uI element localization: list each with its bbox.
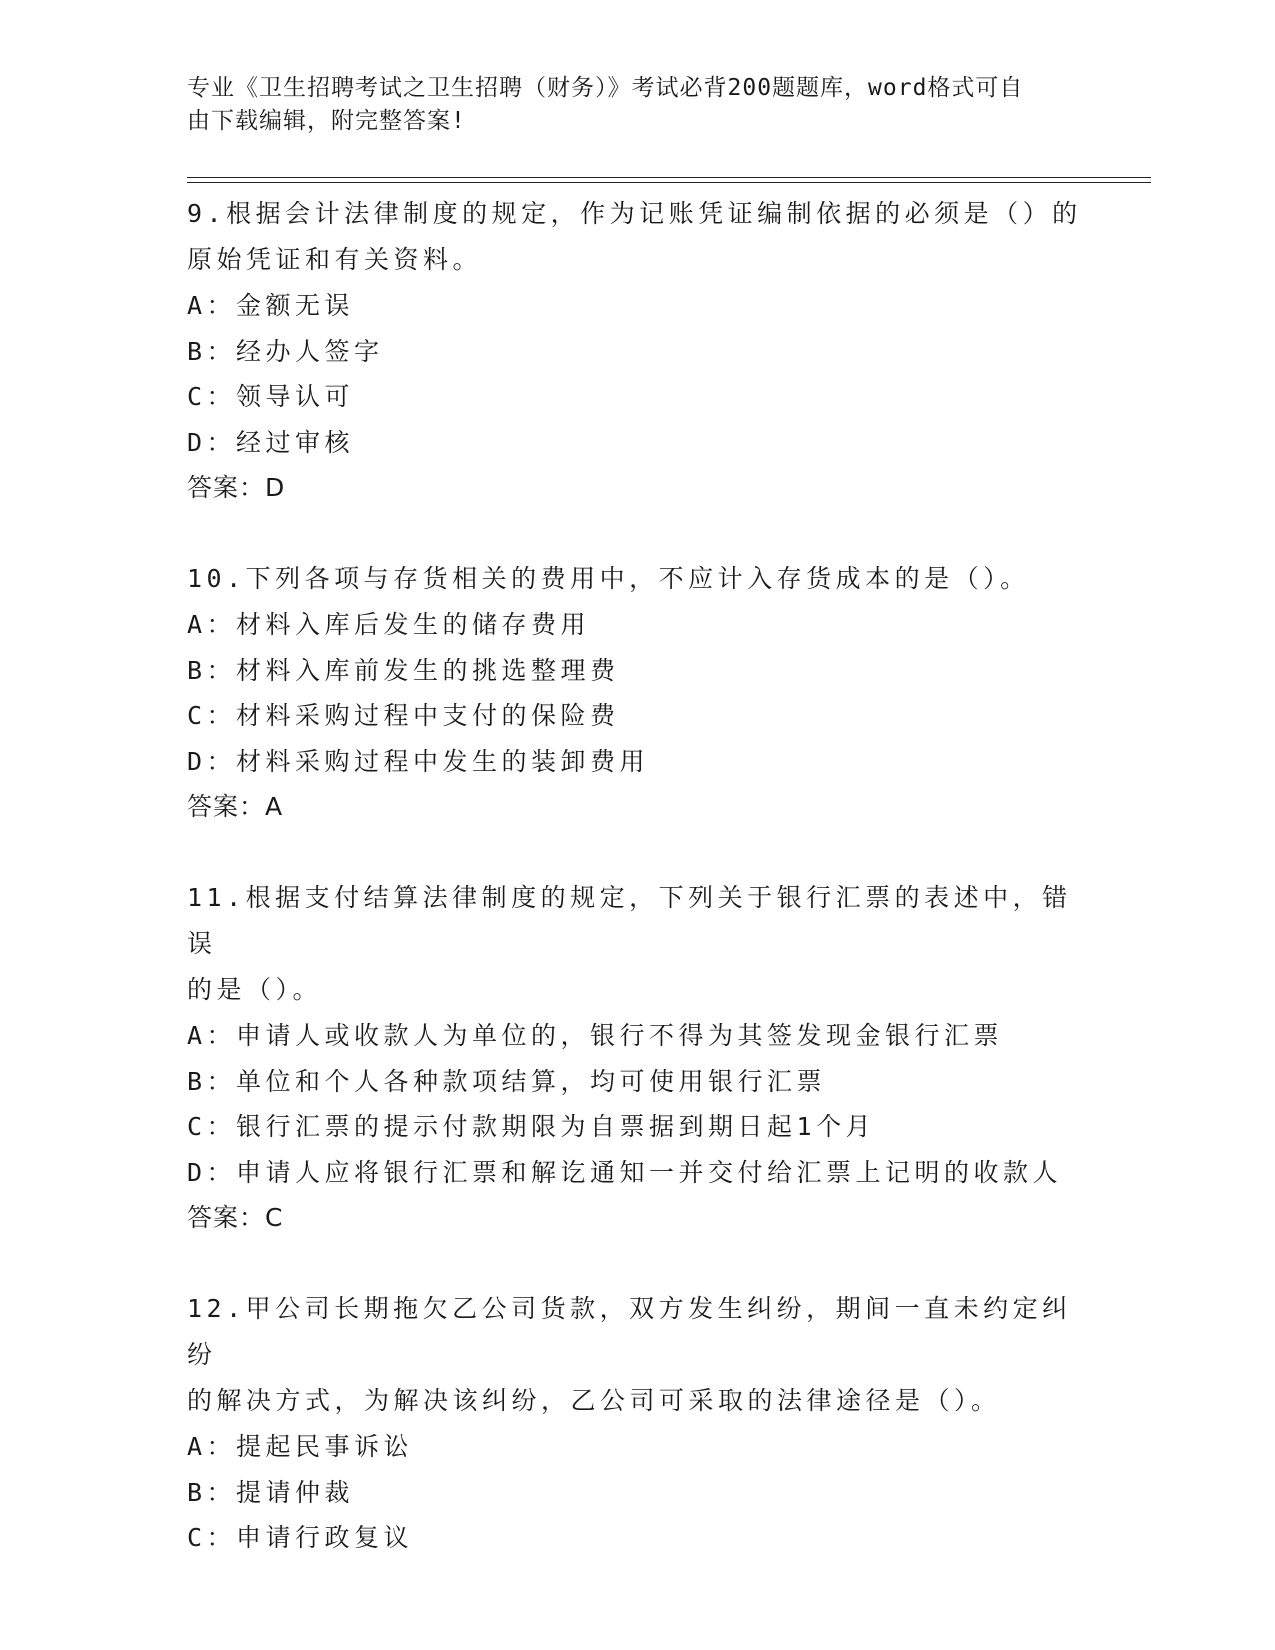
- option-c: C：申请行政复议: [187, 1523, 414, 1552]
- header-line-1: 专业《卫生招聘考试之卫生招聘（财务）》考试必背200题题库，word格式可自: [187, 75, 1024, 101]
- option-d: D：经过审核: [187, 427, 355, 457]
- question-item: [187, 875, 1087, 1241]
- option-b: B：经办人签字: [187, 336, 384, 366]
- option-c: C：材料采购过程中支付的保险费: [187, 701, 620, 730]
- question-text-line: 9.根据会计法律制度的规定，作为记账凭证编制依据的必须是（）的: [187, 199, 1082, 228]
- answer-line: 答案：C: [187, 1203, 284, 1232]
- question-item: [187, 1286, 1087, 1561]
- header-divider-bottom: [187, 182, 1151, 183]
- question-list: [187, 191, 1087, 1606]
- option-d: D：材料采购过程中发生的装卸费用: [187, 746, 650, 776]
- question-text-line: 11.根据支付结算法律制度的规定，下列关于银行汇票的表述中，错误: [187, 883, 1072, 958]
- question-text: [187, 556, 1087, 602]
- answer-line: 答案：D: [187, 473, 286, 502]
- question-text: [187, 1286, 1087, 1424]
- question-text-line: 的是（）。: [187, 975, 323, 1004]
- question-item: [187, 191, 1087, 511]
- option-a: A：金额无误: [187, 291, 355, 320]
- header-line-2: 由下载编辑，附完整答案!: [187, 108, 466, 134]
- option-c: C：领导认可: [187, 382, 355, 411]
- question-text-line: 10.下列各项与存货相关的费用中，不应计入存货成本的是（）。: [187, 564, 1030, 593]
- option-b: B：单位和个人各种款项结算，均可使用银行汇票: [187, 1066, 827, 1096]
- answer-line: 答案：A: [187, 792, 284, 821]
- option-b: B：材料入库前发生的挑选整理费: [187, 655, 620, 685]
- question-text: [187, 875, 1087, 1013]
- option-b: B：提请仲裁: [187, 1477, 355, 1507]
- question-text-line: 12.甲公司长期拖欠乙公司货款，双方发生纠纷，期间一直未约定纠纷: [187, 1294, 1072, 1369]
- option-a: A：材料入库后发生的储存费用: [187, 610, 591, 639]
- option-a: A：提起民事诉讼: [187, 1432, 414, 1461]
- option-c: C：银行汇票的提示付款期限为自票据到期日起1个月: [187, 1112, 876, 1141]
- question-item: [187, 556, 1087, 830]
- header-divider-top: [187, 177, 1151, 178]
- question-text-line: 原始凭证和有关资料。: [187, 245, 483, 274]
- option-a: A：申请人或收款人为单位的，银行不得为其签发现金银行汇票: [187, 1021, 1004, 1050]
- question-text-line: 的解决方式，为解决该纠纷，乙公司可采取的法律途径是（）。: [187, 1386, 1001, 1415]
- document-header: [187, 72, 1067, 138]
- question-text: [187, 191, 1087, 283]
- option-d: D：申请人应将银行汇票和解讫通知一并交付给汇票上记明的收款人: [187, 1157, 1063, 1187]
